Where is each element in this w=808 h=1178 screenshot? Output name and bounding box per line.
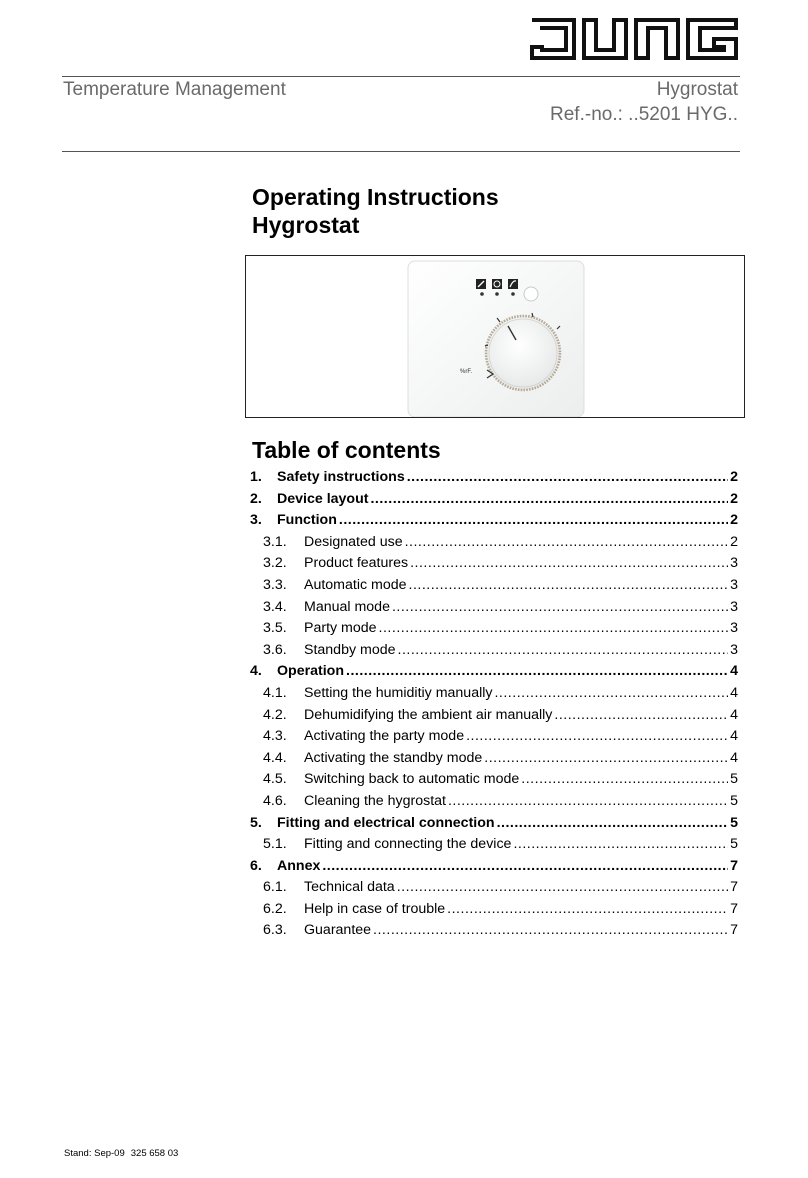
mode-icons	[476, 279, 518, 296]
toc-entry[interactable]	[250, 532, 738, 554]
toc-heading: Table of contents	[252, 437, 441, 463]
toc-entry-number: 4.1.	[263, 684, 287, 701]
toc-leader-dots	[373, 920, 728, 942]
toc-entry-number: 1.	[250, 469, 262, 485]
toc-leader-dots	[513, 834, 728, 856]
jung-logo	[528, 17, 740, 65]
toc-entry-label: Operation	[277, 663, 345, 680]
toc-entry-label: Switching back to automatic mode	[304, 771, 520, 788]
toc-entry[interactable]	[250, 683, 738, 705]
toc-entry[interactable]	[250, 489, 738, 511]
toc-entry-page: 4	[730, 684, 738, 701]
toc-entry-page: 2	[730, 512, 738, 529]
toc-entry-number: 4.4.	[263, 749, 287, 766]
toc-entry[interactable]	[250, 899, 738, 921]
toc-entry[interactable]	[250, 661, 738, 683]
toc-entry-label: Product features	[304, 555, 409, 572]
footer	[64, 1148, 178, 1159]
toc-entry-number: 4.6.	[263, 792, 287, 809]
toc-entry-page: 3	[730, 641, 738, 658]
toc-entry[interactable]	[250, 510, 738, 532]
document-title-line2: Hygrostat	[252, 212, 360, 238]
toc-entry-page: 7	[730, 900, 738, 917]
toc-entry-label: Guarantee	[304, 922, 372, 939]
toc-entry-label: Fitting and electrical connection	[277, 814, 495, 831]
toc-leader-dots	[407, 467, 728, 489]
toc-entry-number: 4.3.	[263, 728, 287, 745]
toc-entry[interactable]	[250, 705, 738, 727]
toc-entry-number: 3.3.	[263, 576, 287, 593]
toc-leader-dots	[494, 683, 728, 705]
toc-entry-number: 4.2.	[263, 706, 287, 723]
toc-leader-dots	[405, 532, 729, 554]
toc-entry-label: Dehumidifying the ambient air manually	[304, 706, 553, 723]
toc-entry-number: 3.	[250, 512, 262, 529]
toc-entry-page: 7	[730, 879, 738, 896]
toc-entry-page: 2	[730, 469, 738, 485]
scale-label: %rF.	[460, 369, 472, 375]
toc-entry-number: 5.	[250, 814, 262, 831]
document-title	[252, 183, 499, 239]
toc-entry-label: Automatic mode	[304, 576, 407, 593]
toc-entry[interactable]	[250, 834, 738, 856]
toc-entry-number: 5.1.	[263, 836, 287, 853]
toc-leader-dots	[392, 597, 728, 619]
toc-entry-number: 4.	[250, 663, 262, 680]
toc-entry-number: 4.5.	[263, 771, 287, 788]
document-title-line1: Operating Instructions	[252, 184, 499, 210]
toc-entry[interactable]	[250, 597, 738, 619]
toc-entry-label: Activating the standby mode	[304, 749, 483, 766]
toc-leader-dots	[497, 813, 729, 835]
toc-entry[interactable]	[250, 467, 738, 489]
toc-leader-dots	[410, 553, 728, 575]
toc-entry-page: 4	[730, 706, 738, 723]
footer-doc-no: 325 658 03	[130, 1148, 179, 1159]
toc-leader-dots	[448, 791, 728, 813]
toc-entry-label: Function	[277, 512, 337, 529]
header-rule-bottom	[62, 151, 740, 152]
header-rule-top	[62, 76, 740, 77]
toc-entry-label: Annex	[277, 857, 321, 874]
toc-entry-page: 3	[730, 555, 738, 572]
toc-entry-label: Help in case of trouble	[304, 900, 446, 917]
toc-entry-label: Cleaning the hygrostat	[304, 792, 446, 809]
toc-entry[interactable]	[250, 877, 738, 899]
toc-entry-page: 3	[730, 620, 738, 637]
toc-entry-number: 3.6.	[263, 641, 287, 658]
toc-entry-page: 2	[730, 490, 738, 507]
toc-entry-label: Setting the humiditiy manually	[304, 684, 493, 701]
toc-entry-number: 2.	[250, 490, 262, 507]
toc-leader-dots	[484, 748, 728, 770]
toc-leader-dots	[339, 510, 728, 532]
toc-entry-page: 5	[730, 771, 738, 788]
toc-entry[interactable]	[250, 575, 738, 597]
rotary-knob	[486, 316, 560, 390]
toc-entry-label: Device layout	[277, 490, 369, 507]
toc-entry[interactable]	[250, 726, 738, 748]
push-button	[524, 287, 538, 301]
toc-entry-number: 6.	[250, 857, 262, 874]
toc-entry[interactable]	[250, 640, 738, 662]
toc-leader-dots	[447, 899, 728, 921]
toc-entry-label: Party mode	[304, 620, 377, 637]
header-ref-no: Ref.-no.: ..5201 HYG..	[550, 104, 738, 125]
hygrostat-illustration	[246, 256, 745, 418]
toc-entry[interactable]	[250, 748, 738, 770]
toc-entry-page: 4	[730, 728, 738, 745]
toc-entry-page: 3	[730, 576, 738, 593]
toc-leader-dots	[554, 705, 728, 727]
toc-entry-page: 5	[730, 836, 738, 853]
toc-entry-label: Safety instructions	[277, 469, 405, 485]
toc-entry-page: 7	[730, 857, 738, 874]
toc-leader-dots	[346, 661, 728, 683]
toc-entry-page: 7	[730, 922, 738, 939]
toc-leader-dots	[397, 877, 728, 899]
toc-entry[interactable]	[250, 791, 738, 813]
toc-leader-dots	[409, 575, 729, 597]
toc-entry-number: 6.3.	[263, 922, 287, 939]
toc-entry[interactable]	[250, 618, 738, 640]
toc-leader-dots	[521, 769, 728, 791]
toc-leader-dots	[370, 489, 728, 511]
toc-entry-label: Technical data	[304, 879, 395, 896]
toc-entry[interactable]	[250, 920, 738, 942]
toc-entry-number: 3.4.	[263, 598, 287, 615]
toc-entry-label: Standby mode	[304, 641, 396, 658]
toc-entry-number: 6.1.	[263, 879, 287, 896]
toc-entry-label: Activating the party mode	[304, 728, 465, 745]
footer-stand: Stand: Sep-09	[64, 1148, 125, 1159]
toc-entry-label: Fitting and connecting the device	[304, 836, 512, 853]
toc-entry-label: Designated use	[304, 533, 403, 550]
toc-leader-dots	[379, 618, 729, 640]
toc-leader-dots	[322, 856, 728, 878]
toc-entry-label: Manual mode	[304, 598, 390, 615]
toc-leader-dots	[466, 726, 728, 748]
header-category: Temperature Management	[63, 79, 286, 100]
toc-entry[interactable]	[250, 769, 738, 791]
header-product: Hygrostat	[656, 79, 738, 100]
toc-entry-page: 4	[730, 749, 738, 766]
toc-entry[interactable]	[250, 553, 738, 575]
toc-entry-number: 6.2.	[263, 900, 287, 917]
toc-leader-dots	[398, 640, 729, 662]
toc-entry-page: 5	[730, 792, 738, 809]
toc-entry-number: 3.5.	[263, 620, 287, 637]
toc-entry[interactable]	[250, 856, 738, 878]
toc-entry-number: 3.2.	[263, 555, 287, 572]
toc-entry[interactable]	[250, 813, 738, 835]
toc-entry-number: 3.1.	[263, 533, 287, 550]
toc-entry-page: 2	[730, 533, 738, 550]
table-of-contents	[250, 467, 738, 942]
toc-entry-page: 5	[730, 814, 738, 831]
toc-entry-page: 4	[730, 663, 738, 680]
device-photo	[245, 255, 745, 418]
toc-entry-page: 3	[730, 598, 738, 615]
